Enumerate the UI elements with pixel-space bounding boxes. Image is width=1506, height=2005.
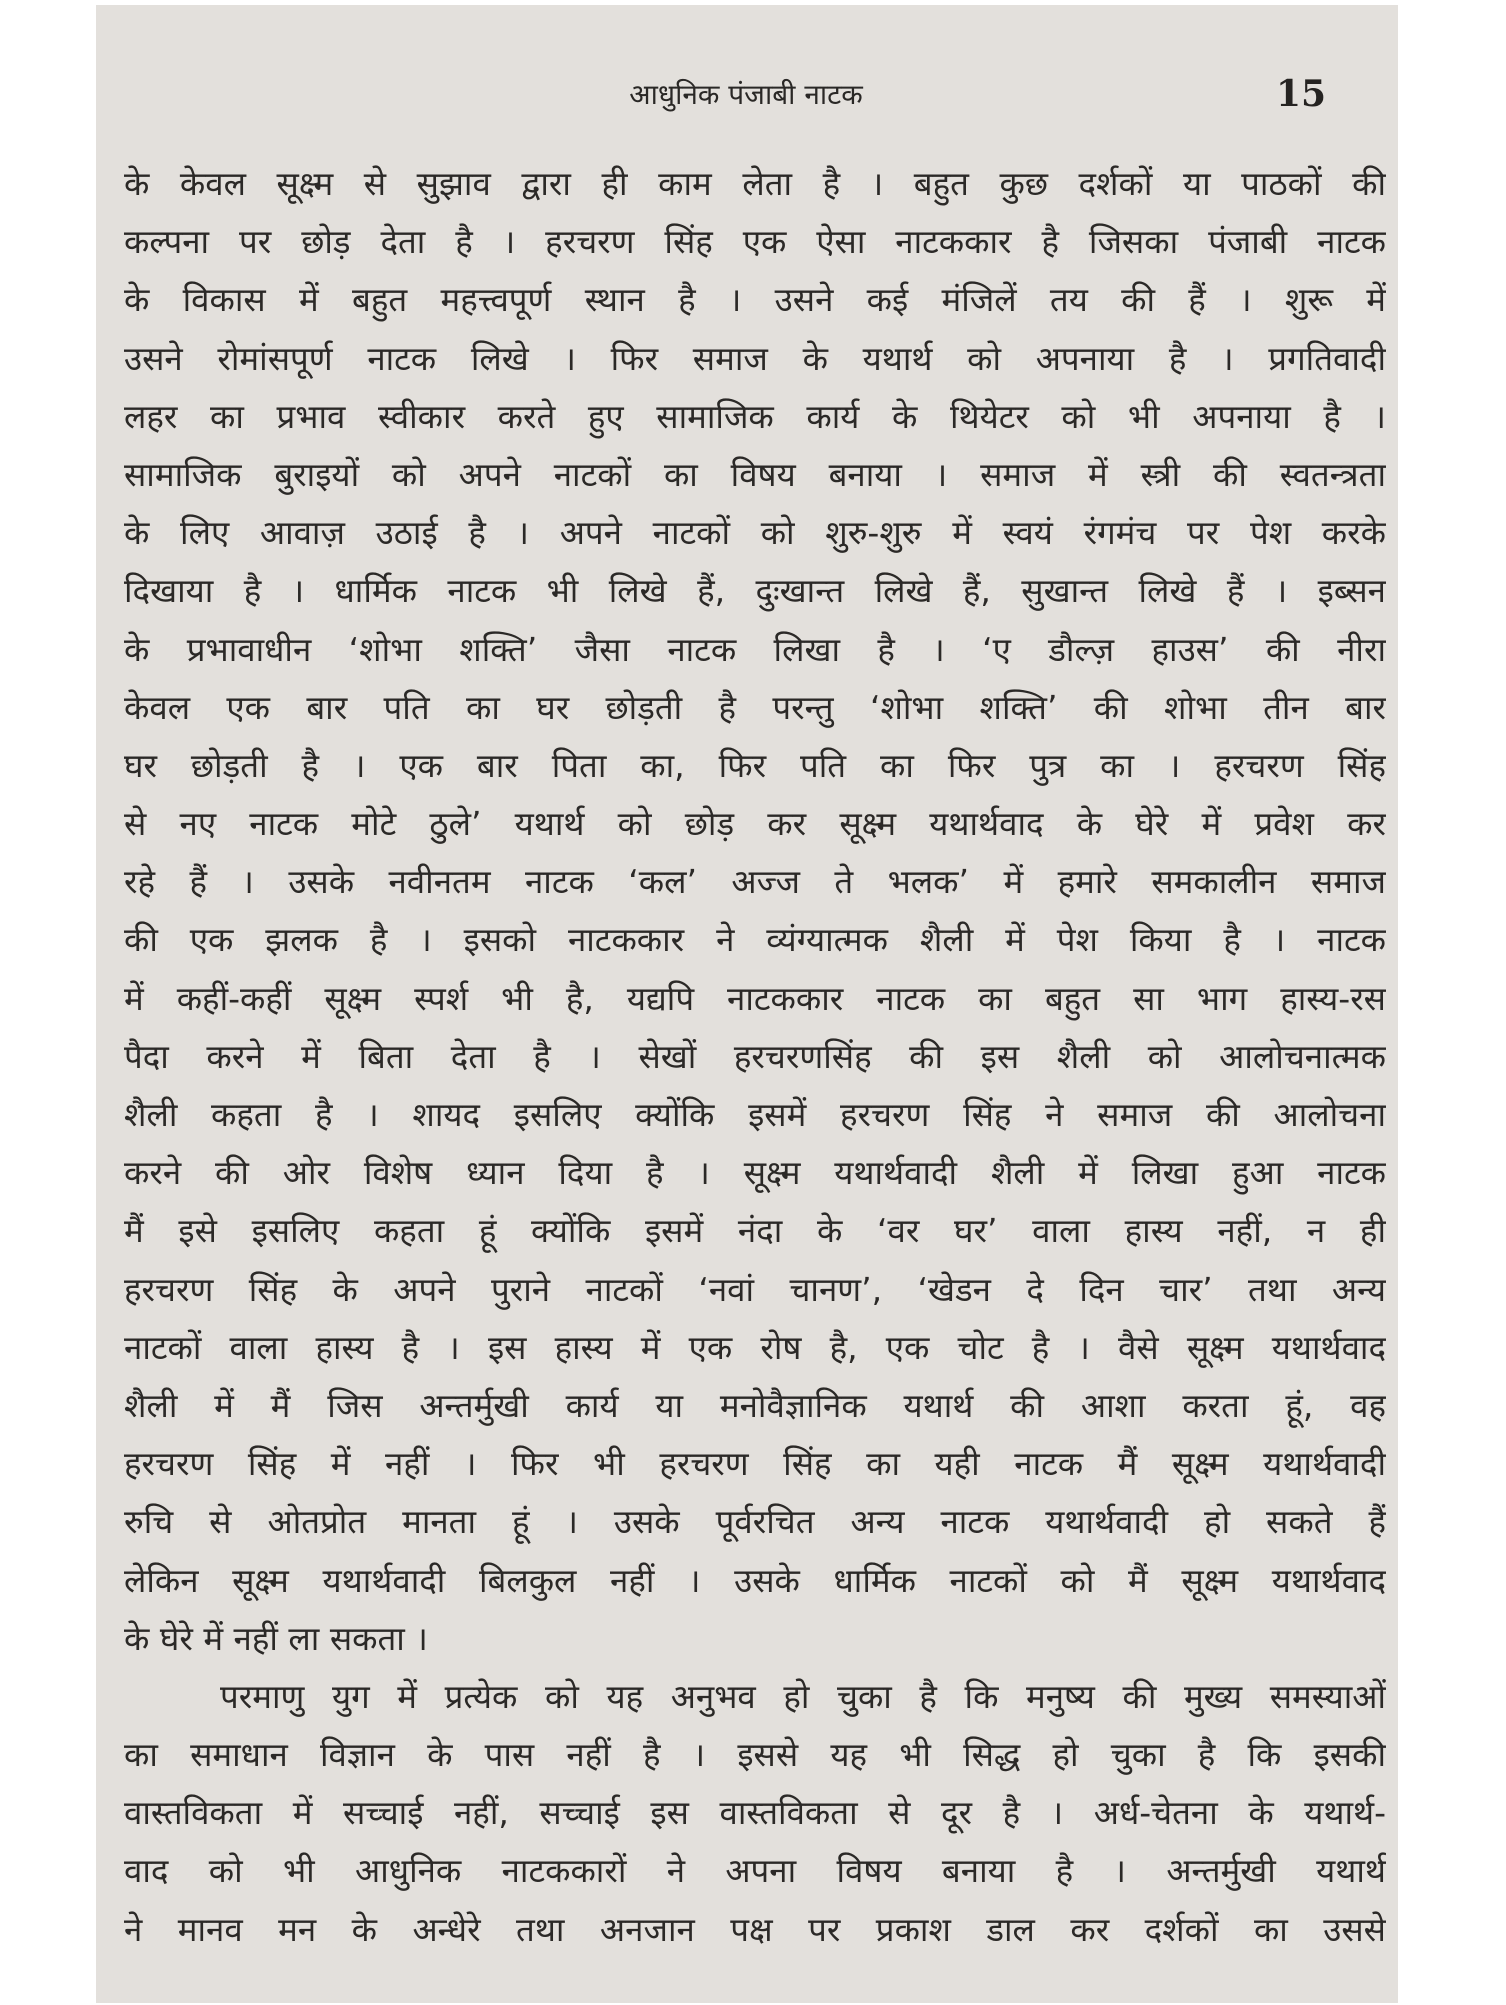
- text-line: ने मानव मन के अन्धेरे तथा अनजान पक्ष पर प्रकाश डाल कर दर्शकों का उससे: [124, 1909, 1386, 1949]
- paragraph-2: [124, 1668, 1386, 1959]
- page-number: 15: [1276, 73, 1327, 115]
- text-line: शैली में मैं जिस अन्तर्मुखी कार्य या मनोवैज्ञानिक यथार्थ की आशा करता हूं, वह: [124, 1385, 1386, 1425]
- text-line: के विकास में बहुत महत्त्वपूर्ण स्थान है । उसने कई मंजिलें तय की हैं । शुरू में: [124, 280, 1386, 320]
- text-line: घर छोड़ती है । एक बार पिता का, फिर पति का फिर पुत्र का । हरचरण सिंह: [124, 745, 1386, 785]
- text-line: लेकिन सूक्ष्म यथार्थवादी बिलकुल नहीं । उसके धार्मिक नाटकों को मैं सूक्ष्म यथार्थवाद: [124, 1560, 1386, 1600]
- text-line: पैदा करने में बिता देता है । सेखों हरचरणसिंह की इस शैली को आलोचनात्मक: [124, 1036, 1386, 1076]
- text-line: शैली कहता है । शायद इसलिए क्योंकि इसमें हरचरण सिंह ने समाज की आलोचना: [124, 1095, 1386, 1134]
- text-line: वाद को भी आधुनिक नाटककारों ने अपना विषय बनाया है । अन्तर्मुखी यथार्थ: [124, 1851, 1386, 1891]
- text-line: परमाणु युग में प्रत्येक को यह अनुभव हो चुका है कि मनुष्य की मुख्य समस्याओं: [220, 1676, 1386, 1716]
- text-line: लहर का प्रभाव स्वीकार करते हुए सामाजिक कार्य के थियेटर को भी अपनाया है ।: [124, 396, 1386, 436]
- text-line: नाटकों वाला हास्य है । इस हास्य में एक रोष है, एक चोट है । वैसे सूक्ष्म यथार्थवाद: [124, 1327, 1386, 1367]
- paragraph-1: [124, 155, 1386, 1668]
- text-line: की एक झलक है । इसको नाटककार ने व्यंग्यात्मक शैली में पेश किया है । नाटक: [124, 920, 1386, 960]
- text-line: सामाजिक बुराइयों को अपने नाटकों का विषय बनाया । समाज में स्त्री की स्वतन्त्रता: [124, 454, 1386, 494]
- text-line: के लिए आवाज़ उठाई है । अपने नाटकों को शुरु-शुरु में स्वयं रंगमंच पर पेश करके: [124, 513, 1386, 553]
- text-line: केवल एक बार पति का घर छोड़ती है परन्तु ‘शोभा शक्ति’ की शोभा तीन बार: [124, 687, 1386, 727]
- text-line: कल्पना पर छोड़ देता है । हरचरण सिंह एक ऐसा नाटककार है जिसका पंजाबी नाटक: [124, 222, 1386, 262]
- text-line: रहे हैं । उसके नवीनतम नाटक ‘कल’ अज्ज ते भलक’ में हमारे समकालीन समाज: [124, 862, 1386, 902]
- text-line: हरचरण सिंह के अपने पुराने नाटकों ‘नवां चानण’, ‘खेडन दे दिन चार’ तथा अन्य: [124, 1269, 1386, 1309]
- running-title: आधुनिक पंजाबी नाटक: [629, 78, 863, 111]
- text-line: मैं इसे इसलिए कहता हूं क्योंकि इसमें नंदा के ‘वर घर’ वाला हास्य नहीं, न ही: [124, 1211, 1386, 1251]
- text-line: रुचि से ओतप्रोत मानता हूं । उसके पूर्वरचित अन्य नाटक यथार्थवादी हो सकते हैं: [124, 1502, 1386, 1542]
- text-line: का समाधान विज्ञान के पास नहीं है । इससे यह भी सिद्ध हो चुका है कि इसकी: [124, 1735, 1386, 1775]
- text-line: के केवल सूक्ष्म से सुझाव द्वारा ही काम लेता है । बहुत कुछ दर्शकों या पाठकों की: [124, 164, 1386, 203]
- text-line: हरचरण सिंह में नहीं । फिर भी हरचरण सिंह का यही नाटक मैं सूक्ष्म यथार्थवादी: [124, 1444, 1386, 1484]
- text-line: करने की ओर विशेष ध्यान दिया है । सूक्ष्म यथार्थवादी शैली में लिखा हुआ नाटक: [124, 1153, 1386, 1193]
- body-text: [124, 155, 1386, 1959]
- text-line: वास्तविकता में सच्चाई नहीं, सच्चाई इस वास्तविकता से दूर है । अर्ध-चेतना के यथार्थ-: [124, 1793, 1386, 1833]
- text-line: के घेरे में नहीं ला सकता ।: [124, 1618, 428, 1658]
- text-line: से नए नाटक मोटे ठुले’ यथार्थ को छोड़ कर सूक्ष्म यथार्थवाद के घेरे में प्रवेश कर: [124, 804, 1386, 844]
- text-line: दिखाया है । धार्मिक नाटक भी लिखे हैं, दुःखान्त लिखे हैं, सुखान्त लिखे हैं । इब्सन: [124, 571, 1386, 611]
- text-line: में कहीं-कहीं सूक्ष्म स्पर्श भी है, यद्यपि नाटककार नाटक का बहुत सा भाग हास्य-रस: [124, 978, 1386, 1018]
- page-header: [96, 75, 1398, 125]
- text-line: उसने रोमांसपूर्ण नाटक लिखे । फिर समाज के यथार्थ को अपनाया है । प्रगतिवादी: [124, 338, 1386, 378]
- book-page: [96, 5, 1398, 2003]
- text-line: के प्रभावाधीन ‘शोभा शक्ति’ जैसा नाटक लिखा है । ‘ए डौल्ज़ हाउस’ की नीरा: [124, 629, 1386, 669]
